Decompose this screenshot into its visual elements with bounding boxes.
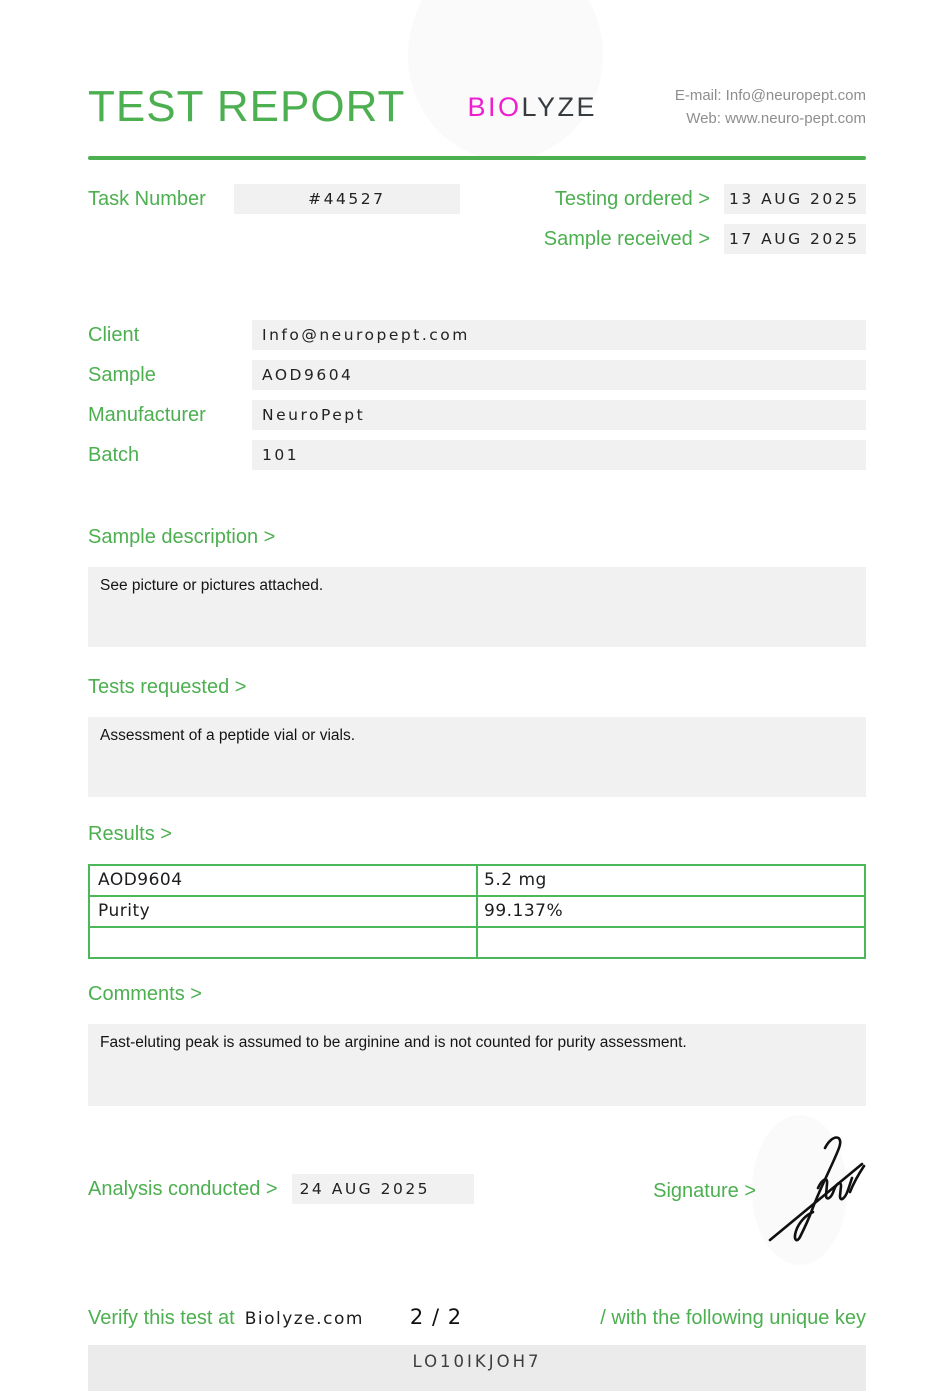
manufacturer-label: Manufacturer [88,403,206,426]
sample-label: Sample [88,363,156,386]
report-header [88,84,866,131]
signature-scribble [762,1126,866,1248]
task-number-row [88,184,460,264]
dates-block [544,184,866,264]
contact-web: Web: www.neuro-pept.com [686,110,866,128]
verify-row [88,1305,866,1330]
results-row-2 [89,896,865,927]
verify-site-link[interactable]: Biolyze.com [244,1308,364,1329]
details-section [88,320,866,470]
task-number-label: Task Number [88,187,206,210]
results-cell-value-1: 5.2 mg [477,865,865,896]
page-title: TEST REPORT [88,82,406,132]
analysis-signature-row [88,1174,866,1208]
meta-section [88,184,866,264]
batch-value: 101 [252,440,866,470]
signature-label: Signature > [653,1179,756,1202]
verify-prefix-text: Verify this test at [88,1306,235,1329]
testing-ordered-label: Testing ordered > [554,187,710,210]
biolyze-logo [467,91,597,122]
unique-key-value: LO10IKJOH7 [412,1351,542,1371]
client-value: Info@neuropept.com [252,320,866,350]
contact-block [675,84,866,131]
comments-heading: Comments > [88,982,202,1005]
sample-description-box: See picture or pictures attached. [88,567,866,647]
detail-row-batch [88,440,866,470]
logo-lyze-segment: LYZE [521,91,597,122]
sample-description-heading: Sample description > [88,525,276,548]
sample-received-label: Sample received > [543,227,710,250]
testing-ordered-row [544,184,866,214]
logo-bio-segment: BIO [467,91,522,122]
detail-row-manufacturer [88,400,866,430]
analysis-conducted-label: Analysis conducted > [88,1177,278,1200]
results-cell-analyte-1: AOD9604 [89,865,477,896]
results-cell-analyte-3 [89,927,477,958]
results-cell-value-3 [477,927,865,958]
results-heading: Results > [88,822,172,845]
testing-ordered-value: 13 AUG 2025 [724,184,866,214]
results-cell-analyte-2: Purity [89,896,477,927]
header-divider [88,156,866,160]
results-row-3 [89,927,865,958]
signature-group [653,1174,866,1208]
results-row-1 [89,865,865,896]
detail-row-client [88,320,866,350]
comments-box: Fast-eluting peak is assumed to be arginine and is not counted for purity assessment. [88,1024,866,1106]
batch-label: Batch [88,443,140,466]
detail-row-sample [88,360,866,390]
sample-value: AOD9604 [252,360,866,390]
contact-email: E-mail: Info@neuropept.com [674,87,866,104]
unique-key-bar [88,1345,866,1391]
sample-received-value: 17 AUG 2025 [724,224,866,254]
results-cell-value-2: 99.137% [477,896,865,927]
verify-suffix-text: / with the following unique key [600,1306,866,1329]
page-indicator: 2 / 2 [409,1304,463,1329]
manufacturer-value: NeuroPept [252,400,866,430]
client-label: Client [88,323,140,346]
task-number-value: #44527 [234,184,460,214]
sample-received-row [544,224,866,254]
tests-requested-heading: Tests requested > [88,675,247,698]
tests-requested-box: Assessment of a peptide vial or vials. [88,717,866,797]
analysis-conducted-value: 24 AUG 2025 [292,1174,474,1204]
results-table [88,864,866,959]
